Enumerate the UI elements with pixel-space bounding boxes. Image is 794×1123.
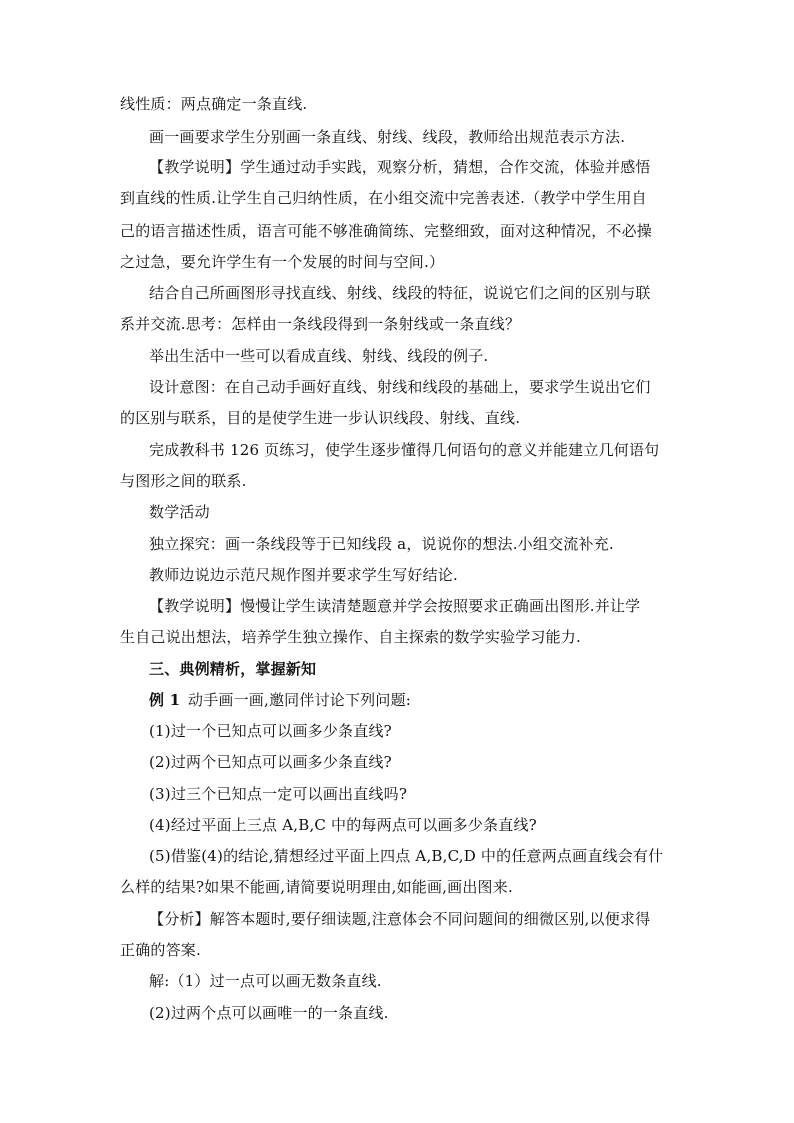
question-item: (2)过两个已知点可以画多少条直线? xyxy=(149,753,392,771)
paragraph-line: 己的语言描述性质，语言可能不够准确简练、完整细致，面对这种情况，不必操 xyxy=(120,222,653,240)
answer-line: 解:（1）过一点可以画无数条直线. xyxy=(149,972,382,990)
question-item: (4)经过平面上三点 A,B,C 中的每两点可以画多少条直线? xyxy=(149,816,537,834)
paragraph-line: 设计意图：在自己动手画好直线、射线和线段的基础上，要求学生说出它们 xyxy=(149,378,651,396)
question-item: (3)过三个已知点一定可以画出直线吗? xyxy=(149,785,408,803)
analysis-line: 【分析】解答本题时,要仔细读题,注意体会不同问题间的细微区别,以便求得 xyxy=(149,910,651,928)
section-heading: 三、典例精析，掌握新知 xyxy=(149,660,317,678)
question-item: (5)借鉴(4)的结论,猜想经过平面上四点 A,B,C,D 中的任意两点画直线会有什 xyxy=(149,847,664,865)
paragraph-line: 独立探究：画一条线段等于已知线段 a，说说你的想法.小组交流补充. xyxy=(149,535,614,553)
paragraph-line: 画一画要求学生分别画一条直线、射线、线段，教师给出规范表示方法. xyxy=(149,128,626,146)
paragraph-line: 线性质：两点确定一条直线. xyxy=(120,95,308,113)
paragraph-line: 之过急，要允许学生有一个发展的时间与空间.） xyxy=(120,253,445,271)
paragraph-line: 与图形之间的联系. xyxy=(120,472,247,490)
paragraph-line: 【教学说明】学生通过动手实践，观察分析，猜想，合作交流，体验并感悟 xyxy=(149,158,651,176)
answer-line: (2)过两个点可以画唯一的一条直线. xyxy=(149,1004,389,1022)
paragraph-line: 到直线的性质.让学生自己归纳性质，在小组交流中完善表述.（教学中学生用自 xyxy=(120,189,647,207)
paragraph-line: 生自己说出想法，培养学生独立操作、自主探索的数学实验学习能力. xyxy=(120,628,581,646)
paragraph-line: 的区别与联系，目的是使学生进一步认识线段、射线、直线. xyxy=(120,409,521,427)
paragraph-line: 正确的答案. xyxy=(120,941,201,959)
question-item: (1)过一个已知点可以画多少条直线? xyxy=(149,722,392,740)
paragraph-line: 结合自己所画图形寻找直线、射线、线段的特征，说说它们之间的区别与联 xyxy=(149,284,651,302)
paragraph-line: 么样的结果?如果不能画,请简要说明理由,如能画,画出图来. xyxy=(120,878,513,896)
paragraph-line: 完成教科书 126 页练习，使学生逐步懂得几何语句的意义并能建立几何语句 xyxy=(149,441,660,459)
example-label: 例 1 xyxy=(149,691,181,709)
paragraph-line: 系并交流.思考：怎样由一条线段得到一条射线或一条直线？ xyxy=(120,315,521,333)
paragraph-line: 教师边说边示范尺规作图并要求学生写好结论. xyxy=(149,566,458,584)
paragraph-line: 【教学说明】慢慢让学生读清楚题意并学会按照要求正确画出图形.并让学 xyxy=(149,597,641,615)
paragraph-line: 举出生活中一些可以看成直线、射线、线段的例子. xyxy=(149,347,489,365)
paragraph-line: 数学活动 xyxy=(149,503,210,521)
example-prompt: 动手画一画,邀同伴讨论下列问题: xyxy=(188,691,412,709)
